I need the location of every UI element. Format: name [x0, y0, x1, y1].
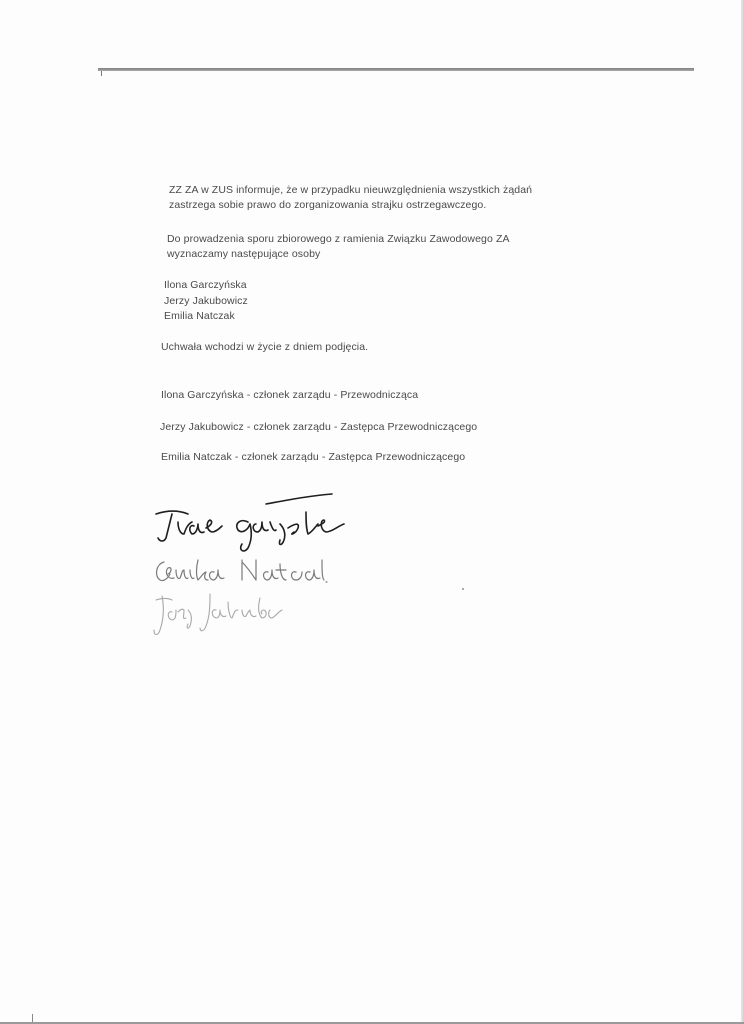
scan-edge-tick	[32, 1014, 33, 1022]
header-rule-tick	[101, 71, 102, 76]
representatives-list	[164, 278, 248, 325]
representatives-intro-paragraph	[167, 232, 645, 262]
representative-name: Ilona Garczyńska	[164, 279, 247, 291]
signature-emilia-natczak	[150, 552, 330, 592]
board-member-line: Ilona Garczyńska - członek zarządu - Przewodnicząca	[161, 389, 419, 401]
effective-date-clause: Uchwała wchodzi w życie z dniem podjęcia.	[161, 341, 369, 353]
board-member-line: Jerzy Jakubowicz - członek zarządu - Zastępca Przewodniczącego	[160, 421, 478, 433]
signature-jerzy-jakubowicz	[148, 588, 288, 644]
header-rule	[98, 68, 694, 71]
signature-ilona-garczynska	[148, 488, 358, 558]
strike-warning-paragraph	[169, 183, 647, 213]
representatives-intro-line-2: wyznaczamy następujące osoby	[167, 248, 321, 260]
board-member-line: Emilia Natczak - członek zarządu - Zastępca Przewodniczącego	[161, 451, 466, 463]
representative-name: Emilia Natczak	[164, 310, 235, 322]
representatives-intro-line-1: Do prowadzenia sporu zbiorowego z ramienia Związku Zawodowego ZA	[167, 233, 510, 245]
strike-warning-line-1: ZZ ZA w ZUS informuje, że w przypadku nieuwzględnienia wszystkich żądań	[169, 184, 533, 196]
representative-name: Jerzy Jakubowicz	[164, 294, 248, 307]
strike-warning-line-2: zastrzega sobie prawo do zorganizowania strajku ostrzegawczego.	[169, 199, 487, 211]
scan-speck	[462, 588, 464, 590]
